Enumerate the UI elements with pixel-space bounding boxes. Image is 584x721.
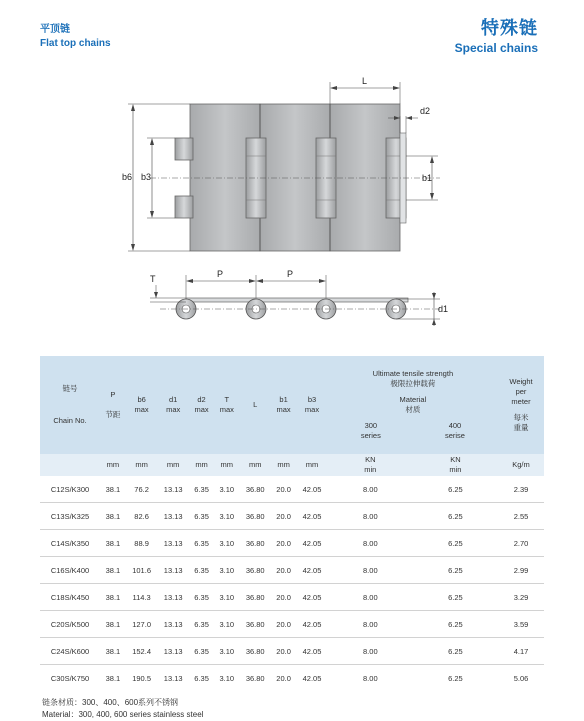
cell-w: 3.59 (498, 611, 544, 638)
cell-b1: 20.0 (276, 673, 291, 683)
label-L: L (362, 76, 368, 86)
col-b3: b3 max (304, 394, 320, 414)
cell-l: 36.80 (239, 638, 271, 665)
cell-b6: 101.6 (126, 557, 158, 584)
cell-d1: 13.13 (157, 530, 189, 557)
cell-chain: C18S/K450 (40, 584, 100, 611)
cell-t: 3.10 (214, 557, 239, 584)
header-right-cn: 特殊链 (481, 18, 538, 38)
col-p: P 节距 (105, 389, 121, 419)
cell-s300: 8.00 (328, 530, 413, 557)
header-left-cn: 平顶链 (40, 24, 70, 35)
cell-b6: 190.5 (132, 673, 151, 683)
cell-s400: 6.25 (413, 503, 498, 530)
cell-d1: 13.13 (163, 673, 183, 683)
cell-d2: 6.35 (189, 476, 214, 503)
cell-d1: 13.13 (157, 584, 189, 611)
label-d2: d2 (420, 106, 431, 116)
cell-t: 3.10 (214, 611, 239, 638)
col-d1: d1 max (166, 394, 181, 414)
cell-d1: 13.13 (157, 611, 189, 638)
cell-p: 38.1 (100, 611, 126, 638)
cell-t: 3.10 (214, 584, 239, 611)
cell-w: 2.39 (498, 476, 544, 503)
table-row (40, 584, 544, 611)
cell-s300: 8.00 (363, 673, 378, 683)
label-d1: d1 (438, 304, 449, 314)
col-b6: b6 max (134, 394, 149, 414)
footnote-cn: 链条材质：300、400、600系列不锈钢 (42, 698, 179, 708)
cell-s400: 6.25 (413, 611, 498, 638)
cell-s400: 6.25 (413, 557, 498, 584)
cell-t: 3.10 (214, 638, 239, 665)
label-T: T (150, 274, 156, 284)
cell-w: 2.55 (498, 503, 544, 530)
cell-b3: 42.05 (296, 611, 328, 638)
cell-s300: 8.00 (328, 611, 413, 638)
label-b3: b3 (141, 172, 152, 182)
table-row (40, 611, 544, 638)
cell-d2: 6.35 (189, 584, 214, 611)
footnote-en: Material：300, 400, 600 series stainless steel (42, 710, 204, 720)
cell-b3: 42.05 (296, 584, 328, 611)
cell-w: 5.06 (513, 673, 529, 683)
label-b1: b1 (422, 173, 433, 183)
cell-b3: 42.05 (296, 557, 328, 584)
header-left-en: Flat top chains (40, 38, 111, 49)
cell-l: 36.80 (239, 503, 271, 530)
cell-b1: 20.0 (271, 476, 296, 503)
left-tab (175, 196, 193, 218)
cell-d2: 6.35 (189, 557, 214, 584)
col-t: T max (219, 394, 234, 414)
col-weight: Weight per meter 每米 重量 (509, 376, 533, 433)
cell-d1: 13.13 (157, 476, 189, 503)
cell-t: 3.10 (214, 503, 239, 530)
cell-d1: 13.13 (157, 638, 189, 665)
table-row (40, 557, 544, 584)
side-plate (186, 298, 408, 302)
cell-b6: 114.3 (126, 584, 158, 611)
cell-l: 36.80 (239, 530, 271, 557)
header-left (40, 20, 111, 49)
cell-w: 4.17 (498, 638, 544, 665)
spec-table-wrap (40, 356, 544, 721)
table-body (40, 476, 544, 691)
cell-t: 3.10 (214, 530, 239, 557)
cell-d2: 6.35 (189, 611, 214, 638)
cell-b3: 42.05 (302, 673, 322, 683)
cell-s300: 8.00 (328, 557, 413, 584)
cell-p: 38.1 (100, 557, 126, 584)
cell-d2: 6.35 (189, 638, 214, 665)
table-units-row: mm mm mm mm mm mm mm mm KN min KN min Kg/m (40, 454, 544, 476)
cell-b3: 42.05 (296, 503, 328, 530)
cell-b6: 88.9 (126, 530, 158, 557)
cell-p: 38.1 (100, 584, 126, 611)
col-b1: b1 max (276, 394, 291, 414)
label-P-1: P (217, 269, 224, 279)
cell-chain: C12S/K300 (40, 476, 100, 503)
header-right-en: Special chains (454, 41, 538, 55)
cell-l: 36.80 (239, 557, 271, 584)
cell-b6: 152.4 (126, 638, 158, 665)
col-s400: 400 serise (444, 421, 465, 441)
cell-b3: 42.05 (296, 476, 328, 503)
cell-p: 38.1 (100, 503, 126, 530)
cell-b6: 82.6 (126, 503, 158, 530)
cell-b1: 20.0 (271, 611, 296, 638)
cell-chain: C14S/K350 (40, 530, 100, 557)
cell-l: 36.80 (239, 476, 271, 503)
table-row (40, 638, 544, 665)
table-row (40, 665, 544, 692)
cell-l: 36.80 (245, 673, 265, 683)
cell-s300: 8.00 (328, 503, 413, 530)
cell-s300: 8.00 (328, 584, 413, 611)
cell-d1: 13.13 (157, 557, 189, 584)
table-row (40, 476, 544, 503)
cell-b1: 20.0 (271, 557, 296, 584)
cell-d2: 6.35 (194, 673, 209, 683)
cell-s400: 6.25 (448, 673, 463, 683)
label-b6: b6 (122, 172, 133, 182)
side-view (150, 269, 448, 326)
cell-d2: 6.35 (189, 530, 214, 557)
col-s300: 300 series (360, 421, 381, 441)
table-header-row (40, 356, 544, 454)
cell-w: 2.99 (498, 557, 544, 584)
cell-chain: C20S/K500 (40, 611, 100, 638)
col-chain-en: Chain No. (53, 416, 87, 425)
cell-s400: 6.25 (413, 530, 498, 557)
cell-t: 3.10 (219, 673, 235, 683)
cell-w: 3.29 (498, 584, 544, 611)
cell-b1: 20.0 (271, 584, 296, 611)
cell-chain: C30S/K750 (50, 673, 90, 683)
col-chain (40, 356, 100, 454)
col-strength: Ultimate tensile strength 极限拉伸载荷 Material 材质 300 series 400 serise (360, 368, 465, 441)
cell-p: 38.1 (100, 476, 126, 503)
cell-p: 38.1 (105, 673, 121, 683)
cell-chain: C13S/K325 (40, 503, 100, 530)
cell-d2: 6.35 (189, 503, 214, 530)
col-d2: d2 max (194, 394, 209, 414)
left-tab (175, 138, 193, 160)
col-l: L (253, 399, 258, 409)
cell-s400: 6.25 (413, 476, 498, 503)
label-P-2: P (287, 269, 294, 279)
header-right (455, 14, 538, 55)
cell-b3: 42.05 (296, 530, 328, 557)
cell-s300: 8.00 (328, 476, 413, 503)
col-chain-cn: 链号 (62, 383, 78, 393)
footnote (40, 697, 544, 721)
cell-chain: C24S/K600 (40, 638, 100, 665)
cell-b1: 20.0 (271, 530, 296, 557)
cell-p: 38.1 (100, 530, 126, 557)
cell-b1: 20.0 (271, 638, 296, 665)
cell-l: 36.80 (239, 611, 271, 638)
cell-b6: 127.0 (126, 611, 158, 638)
cell-s400: 6.25 (413, 584, 498, 611)
cell-chain: C16S/K400 (40, 557, 100, 584)
table-row (40, 530, 544, 557)
cell-b6: 76.2 (126, 476, 158, 503)
top-view (122, 76, 440, 251)
cell-b3: 42.05 (296, 638, 328, 665)
cell-s300: 8.00 (328, 638, 413, 665)
cell-w: 2.70 (498, 530, 544, 557)
chain-technical-drawing (0, 60, 584, 335)
cell-p: 38.1 (100, 638, 126, 665)
cell-s400: 6.25 (413, 638, 498, 665)
cell-d1: 13.13 (157, 503, 189, 530)
cell-l: 36.80 (239, 584, 271, 611)
cell-t: 3.10 (214, 476, 239, 503)
table-row (40, 503, 544, 530)
cell-b1: 20.0 (271, 503, 296, 530)
spec-table (40, 356, 544, 691)
